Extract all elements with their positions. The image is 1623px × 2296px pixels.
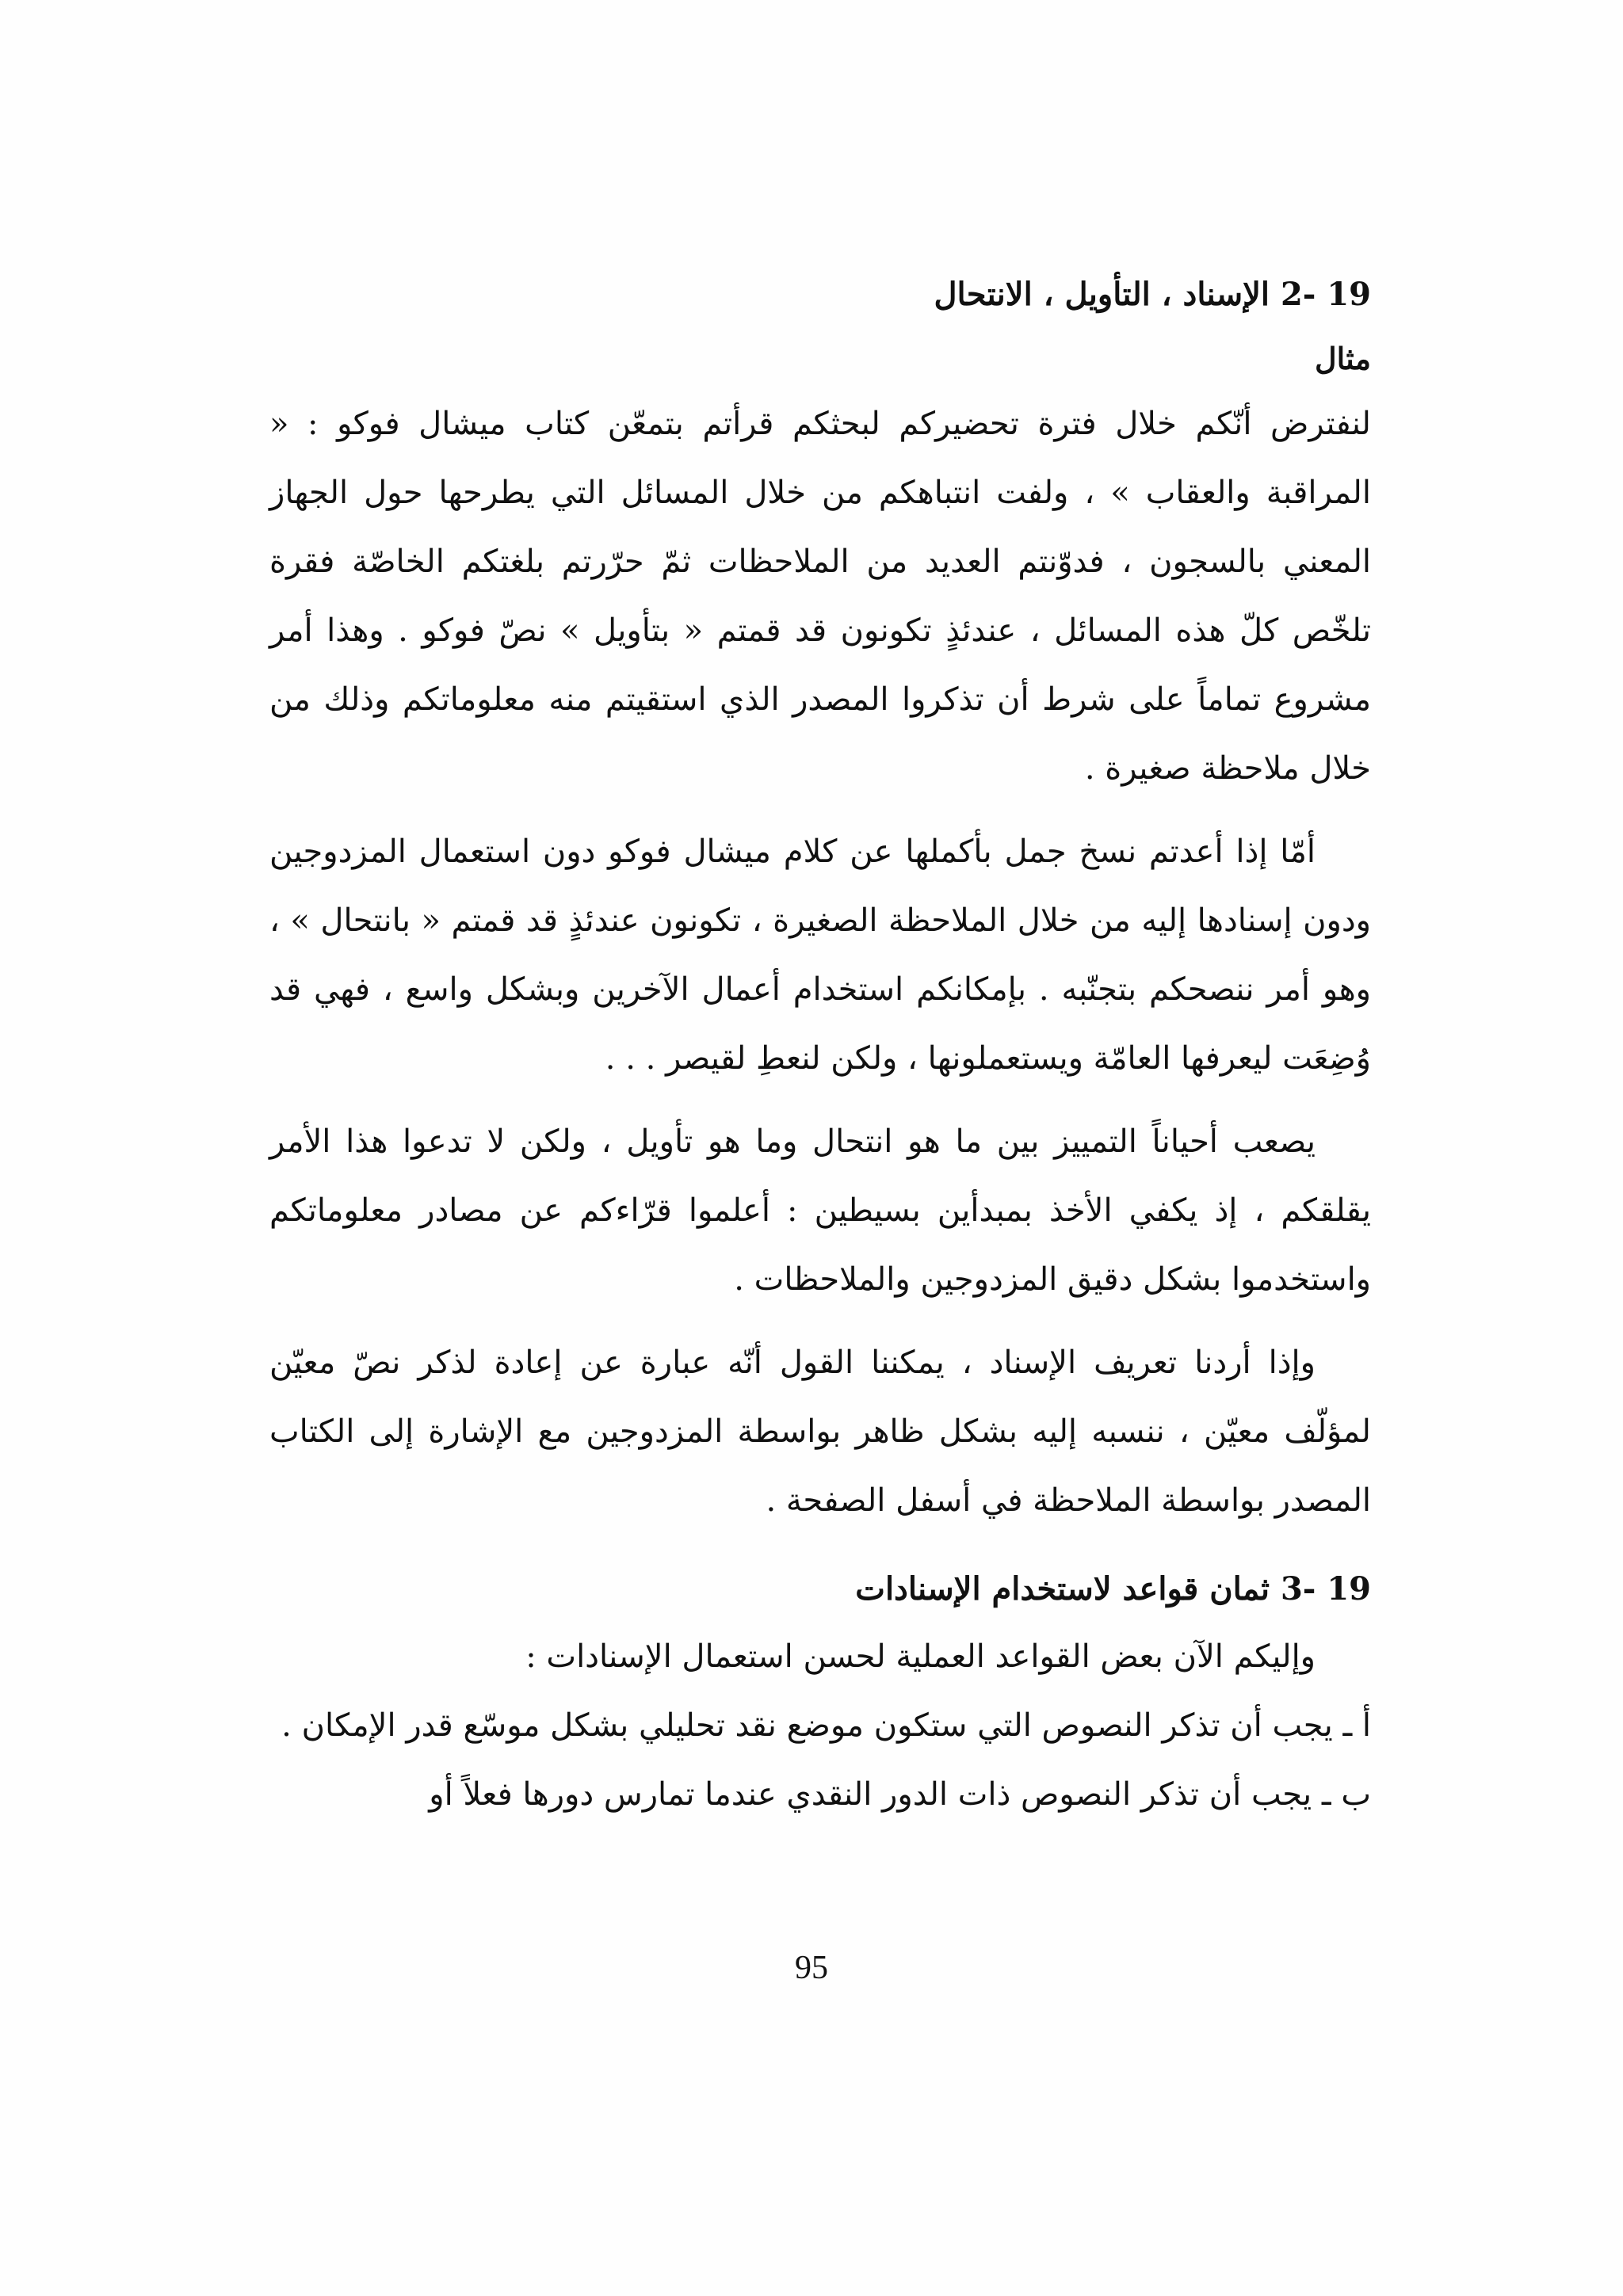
section-heading-19-3: 19 -3 ثمان قواعد لاستخدام الإسنادات <box>855 1570 1371 1608</box>
rules-intro: وإليكم الآن بعض القواعد العملية لحسن استعمال الإسنادات : <box>525 1638 1316 1675</box>
rule-text-b: يجب أن تذكر النصوص ذات الدور النقدي عندما تمارس دورها فعلاً أو <box>429 1776 1312 1813</box>
page-body <box>269 261 1371 1829</box>
rule-item-b <box>269 1760 1371 1829</box>
example-subheading: مثال <box>1314 341 1371 376</box>
section-gap <box>269 1550 1371 1556</box>
page-number: 95 <box>795 1950 828 1986</box>
paragraph-interpretation-example: لنفترض أنّكم خلال فترة تحضيركم لبحثكم قرأتم بتمعّن كتاب ميشال فوكو : « المراقبة والعقاب » ، ولفت انتباهكم من خلال المسائل التي يطرحها حول الجهاز المعني بالسجون ، فدوّنتم العديد من الملاحظات ثمّ حرّرتم بلغتكم الخاصّة فقرة تلخّص كلّ هذه المسائل ، عندئذٍ تكونون قد قمتم « بتأويل » نصّ فوكو . وهذا أمر مشروع تماماً على شرط أن تذكروا المصدر الذي استقيتم منه معلوماتكم وذلك من خلال ملاحظة صغيرة . <box>269 406 1371 787</box>
rule-text-a: يجب أن تذكر النصوص التي ستكون موضع نقد تحليلي بشكل موسّع قدر الإمكان . <box>281 1707 1333 1744</box>
rule-item-a <box>269 1691 1371 1760</box>
paragraph-citation-definition: وإذا أردنا تعريف الإسناد ، يمكننا القول أنّه عبارة عن إعادة لذكر نصّ معيّن لمؤلّف معيّن ، ننسبه إليه بشكل ظاهر بواسطة المزدوجين مع الإشارة إلى الكتاب المصدر بواسطة الملاحظة في أسفل الصفحة . <box>269 1344 1371 1519</box>
paragraph-distinction: يصعب أحياناً التمييز بين ما هو انتحال وما هو تأويل ، ولكن لا تدعوا هذا الأمر يقلقكم ، إذ يكفي الأخذ بمبدأين بسيطين : أعلموا قرّاءكم عن مصادر معلوماتكم واستخدموا بشكل دقيق المزدوجين والملاحظات . <box>269 1123 1371 1298</box>
rule-marker-a: أ ـ <box>1342 1707 1371 1744</box>
paragraph-plagiarism: أمّا إذا أعدتم نسخ جمل بأكملها عن كلام ميشال فوكو دون استعمال المزدوجين ودون إسنادها إليه من خلال الملاحظة الصغيرة ، تكونون عندئذٍ قد قمتم « بانتحال » ، وهو أمر ننصحكم بتجنّبه . بإمكانكم استخدام أعمال الآخرين وبشكل واسع ، فهي قد وُضِعَت ليعرفها العامّة ويستعملونها ، ولكن لنعطِ لقيصر . . . <box>269 833 1371 1077</box>
section-heading-19-2: 19 -2 الإسناد ، التأويل ، الانتحال <box>934 276 1371 313</box>
rule-marker-b: ب ـ <box>1321 1776 1371 1813</box>
